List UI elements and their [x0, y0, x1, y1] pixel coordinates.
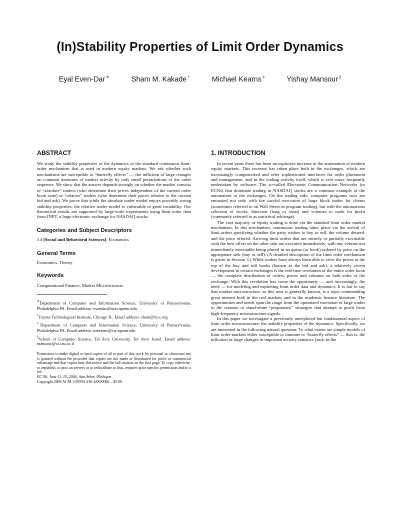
author-mark: ∗: [106, 74, 110, 79]
footnote-mark: †: [37, 312, 39, 317]
footnote-text: Toyota Technological Institute, Chicago IL. Email address: sham@tti-c.org: [38, 314, 168, 320]
abstract-body: We study the stability properties of the dynamics of the standard continuous limit-order mechanism that is used in modern equity markets. We ask whether such mechanisms are susceptible to “butterfly effects” — the infliction of large changes on common measures of market activity by only small perturbations of the order sequence. We show that the answer depends strongly on whether the market consists of “absolute” traders (who determine their prices independent of the current order book state) or “relative” traders (who determine their prices relative to the current bid and ask). We prove that while the absolute trader model enjoys provably strong stability properties, the relative trader model is vulnerable to great instability. Our theoretical results are supported by large-scale experiments using limit order data from INET, a large electronic exchange for NASDAQ stocks.: [37, 161, 191, 220]
copyright-line: Copyright 2006 ACM 1-59593-236-4/06/0006 ...$5.00.: [37, 379, 123, 384]
keywords-body: Computational Finance, Market Microstructure: [37, 282, 124, 288]
author-mark: §: [338, 74, 342, 79]
category-bracket: [Social and Behavioral Sciences]: [43, 237, 107, 243]
footnote-mark: ∗: [37, 299, 40, 304]
introduction-heading: 1. INTRODUCTION: [211, 150, 266, 157]
footnote-mark: §: [37, 334, 39, 339]
right-column: [211, 150, 365, 343]
category-rest: : Economics: [106, 237, 129, 243]
categories-heading: Categories and Subject Descriptors: [37, 227, 132, 234]
categories-body: [37, 237, 191, 242]
intro-paragraph: In recent years there has been an explosive increase in the automation of modern equity markets. This increase has taken place both in the exchanges, which are increasingly computerized and offer sophisticated interfaces for order placement and management, and in the trading activity itself, which is ever more frequently undertaken by software. The so-called Electronic Communication Networks (or ECNs) that dominate trading in NASDAQ stocks are a common example of the automation at the exchanges. On the trading side, computer programs now are entrusted not only with the careful execution of large block trades for clients (sometimes referred to on Wall Street as program trading), but with the autonomous selection of stocks, direction (long or short) and volumes to trade for profit (commonly referred to as statistical arbitrage).: [211, 161, 365, 220]
author: [287, 74, 342, 83]
author-name: Eyal Even-Dar: [58, 74, 106, 84]
footnote-rule: [37, 294, 107, 295]
permission-body: Permission to make digital or hard copies of all or part of this work for personal or classroom use is granted without fee provided that copies are not made or distributed for profit or commercial advantage and that copies bear this notice and the full citation on the first page. To copy otherwise, to republish, to post on servers or to redistribute to lists, requires prior specific permission and/or a fee.: [37, 352, 191, 375]
left-column: [37, 150, 191, 384]
author-name: Michael Kearns: [211, 74, 262, 84]
footnote-mark: ‡: [37, 321, 41, 326]
author: [212, 74, 265, 83]
venue-line: EC’06, June 11–15, 2006, Ann Arbor, Michigan.: [37, 374, 113, 379]
footnote: [37, 299, 191, 310]
keywords-heading: Keywords: [37, 273, 64, 280]
author-name: Sham M. Kakade: [131, 74, 187, 84]
footnote-text: School of Computer Science, Tel Aviv University, Tel Aviv, Israel. Email address: mansour@cs.tau.ac.il: [37, 336, 191, 346]
footnote-text: Department of Computer and Information Science, University of Pennsylvania, Philadelphia PA. Email address: mkearns@cis.upenn.edu: [37, 322, 191, 333]
permission-notice: [37, 352, 191, 384]
author-name: Yishay Mansour: [286, 74, 338, 84]
general-terms-body: Economics, Theory: [37, 260, 73, 266]
author-mark: ‡: [262, 74, 265, 79]
author: [59, 74, 110, 83]
abstract-heading: ABSTRACT: [37, 150, 72, 157]
intro-paragraph: The vast majority of equity trading is done via the standard limit order market mechanism. In this mechanism, continuous trading takes place via the arrival of limit orders specifying whether the party wishes to buy or sell, the volume desired, and the price offered. Arriving limit orders that are entirely or partially executable with the best offers on the other side are executed immediately, with any volume not immediately executable being placed in an queue (or book) ordered by price on the appropriate side (buy or sell). (A detailed description of the limit order mechanism is given in Section 3.) While traders have always been able to view the prices at the top of the buy and sell books (known as the bid and ask), a relatively recent development in certain exchanges is the real-time revelation of the entire order book — the complete distribution of orders, prices and volumes on both sides of the exchange. With this revelation has come the opportunity — and increasingly, the need — for modeling and exploiting limit order data and dynamics. It is fair to say that market microstructure, as this area is generally known, is a topic commanding great interest both in the real markets and in the academic finance literature. The opportunities and needs span the range from the optimized execution of large trades to the creation of stand-alone “proprietary” strategies that attempt to profit from high-frequency microstructure signals.: [211, 219, 365, 316]
footnote-text: Department of Computer and Information Science, University of Pennsylvania, Philadelphia PA. Email address: evendar@seas.upenn.edu: [37, 300, 191, 311]
author-list: [0, 74, 400, 83]
author-mark: †: [187, 74, 190, 79]
paper-title: (In)Stability Properties of Limit Order Dynamics: [56, 40, 344, 54]
footnote: [37, 321, 191, 332]
intro-paragraph: In this paper we investigate a previously unexplored but fundamental aspect of limit order microstructure: the stability properties of the dynamics. Specifically, we are interested in the following natural question: To what extent are simple models of limit order markets either susceptible or immune to “butterfly effects” — that is, the infliction of large changes in important activity statistics (such as the: [211, 315, 365, 343]
footnote: [37, 335, 191, 346]
footnote: [37, 313, 191, 319]
author: [132, 74, 190, 83]
category-code: J.4: [37, 237, 43, 243]
general-terms-heading: General Terms: [37, 250, 76, 257]
